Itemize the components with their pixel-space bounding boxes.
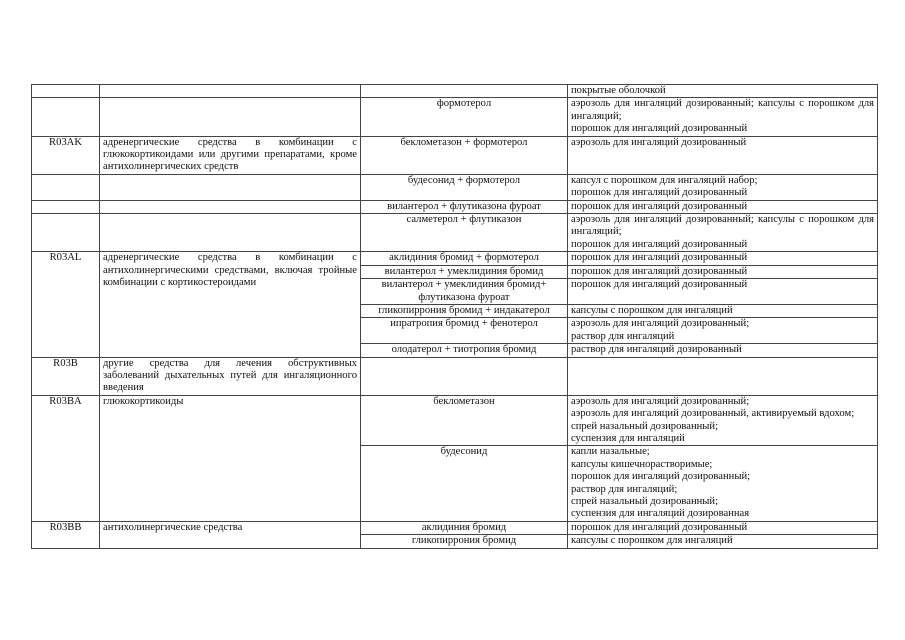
dosage-form: аэрозоль для ингаляций дозированный; капсулы с порошком для ингаляций; <box>571 214 874 238</box>
dosage-form: порошок для ингаляций дозированный <box>571 187 748 199</box>
dosage-form: раствор для ингаляций <box>571 330 675 342</box>
drug-name <box>361 357 568 395</box>
atc-code <box>32 214 100 252</box>
drug-name: вилантерол + умеклидиния бромид+ флутиказона фуроат <box>361 279 568 305</box>
atc-code: R03AL <box>32 252 100 357</box>
dosage-form: капли назальные; <box>571 446 650 458</box>
drug-name: формотерол <box>361 98 568 136</box>
dosage-form: аэрозоль для ингаляций дозированный <box>571 136 747 148</box>
dosage-form: аэрозоль для ингаляций дозированный; капсулы с порошком для ингаляций; <box>571 98 874 122</box>
dosage-form: спрей назальный дозированный; <box>571 420 719 432</box>
atc-description: другие средства для лечения обструктивных заболеваний дыхательных путей для ингаляционного введения <box>100 357 361 395</box>
table-row <box>32 357 878 395</box>
drug-name: ипратропия бромид + фенотерол <box>361 318 568 344</box>
drug-name: аклидиния бромид <box>361 521 568 534</box>
table-row <box>32 174 878 200</box>
atc-description: адренергические средства в комбинации с глюкокортикоидами или другими препаратами, кроме антихолинергических средств <box>100 136 361 174</box>
dosage-form: раствор для ингаляций дозированный <box>571 344 742 356</box>
atc-description <box>100 174 361 200</box>
dosage-form: порошок для ингаляций дозированный <box>571 238 748 250</box>
drug-name: беклометазон + формотерол <box>361 136 568 174</box>
dosage-forms <box>568 214 878 252</box>
drug-name: гликопиррония бромид + индакатерол <box>361 304 568 317</box>
drug-name: вилантерол + умеклидиния бромид <box>361 265 568 278</box>
dosage-form: аэрозоль для ингаляций дозированный; <box>571 395 750 407</box>
dosage-form: порошок для ингаляций дозированный <box>571 521 748 533</box>
table-row <box>32 85 878 98</box>
dosage-forms <box>568 279 878 305</box>
atc-description <box>100 200 361 213</box>
dosage-form: капсул с порошком для ингаляций набор; <box>571 174 758 186</box>
atc-code <box>32 98 100 136</box>
dosage-forms <box>568 98 878 136</box>
dosage-forms <box>568 85 878 98</box>
dosage-forms <box>568 521 878 534</box>
dosage-form: аэрозоль для ингаляций дозированный; <box>571 318 750 330</box>
dosage-forms <box>568 318 878 344</box>
dosage-forms <box>568 200 878 213</box>
drug-name: будесонид <box>361 446 568 521</box>
atc-code <box>32 85 100 98</box>
drug-name: вилантерол + флутиказона фуроат <box>361 200 568 213</box>
drug-name: беклометазон <box>361 395 568 446</box>
drug-name: гликопиррония бромид <box>361 535 568 548</box>
dosage-forms <box>568 174 878 200</box>
dosage-forms <box>568 535 878 548</box>
atc-description: адренергические средства в комбинации с антихолинергическими средствами, включая тройные комбинации с кортикостероидами <box>100 252 361 357</box>
dosage-form: порошок для ингаляций дозированный <box>571 200 748 212</box>
table-row <box>32 252 878 265</box>
drug-name: аклидиния бромид + формотерол <box>361 252 568 265</box>
atc-code <box>32 200 100 213</box>
atc-code <box>32 174 100 200</box>
dosage-forms <box>568 357 878 395</box>
atc-description <box>100 98 361 136</box>
table-row <box>32 200 878 213</box>
dosage-form: порошок для ингаляций дозированный; <box>571 471 751 483</box>
table-row <box>32 521 878 534</box>
dosage-form: покрытые оболочкой <box>571 85 666 96</box>
dosage-forms <box>568 304 878 317</box>
table-row <box>32 136 878 174</box>
table-row <box>32 214 878 252</box>
dosage-form: аэрозоль для ингаляций дозированный, активируемый вдохом; <box>571 408 855 420</box>
dosage-form: порошок для ингаляций дозированный <box>571 123 748 135</box>
drug-name <box>361 85 568 98</box>
dosage-form: капсулы с порошком для ингаляций <box>571 304 733 316</box>
dosage-forms <box>568 446 878 521</box>
dosage-form: капсулы кишечнорастворимые; <box>571 458 713 470</box>
dosage-form: спрей назальный дозированный; <box>571 496 719 507</box>
atc-description: глюкокортикоиды <box>100 395 361 521</box>
dosage-forms <box>568 252 878 265</box>
atc-code: R03BA <box>32 395 100 521</box>
atc-description <box>100 85 361 98</box>
drug-name: будесонид + формотерол <box>361 174 568 200</box>
atc-code: R03AK <box>32 136 100 174</box>
table-row <box>32 395 878 446</box>
drug-table <box>31 84 878 549</box>
dosage-forms <box>568 344 878 357</box>
dosage-form: суспензия для ингаляций дозированная <box>571 508 750 520</box>
dosage-form: порошок для ингаляций дозированный <box>571 252 748 264</box>
atc-code: R03B <box>32 357 100 395</box>
dosage-forms <box>568 136 878 174</box>
atc-description <box>100 214 361 252</box>
dosage-form: капсулы с порошком для ингаляций <box>571 535 733 547</box>
table-row <box>32 98 878 136</box>
drug-name: салметерол + флутиказон <box>361 214 568 252</box>
dosage-form: раствор для ингаляций; <box>571 483 678 495</box>
atc-code: R03BB <box>32 521 100 548</box>
dosage-form: суспензия для ингаляций <box>571 432 685 444</box>
dosage-forms <box>568 395 878 446</box>
dosage-forms <box>568 265 878 278</box>
dosage-form: порошок для ингаляций дозированный <box>571 279 748 291</box>
atc-description: антихолинергические средства <box>100 521 361 548</box>
dosage-form: порошок для ингаляций дозированный <box>571 265 748 277</box>
drug-name: олодатерол + тиотропия бромид <box>361 344 568 357</box>
